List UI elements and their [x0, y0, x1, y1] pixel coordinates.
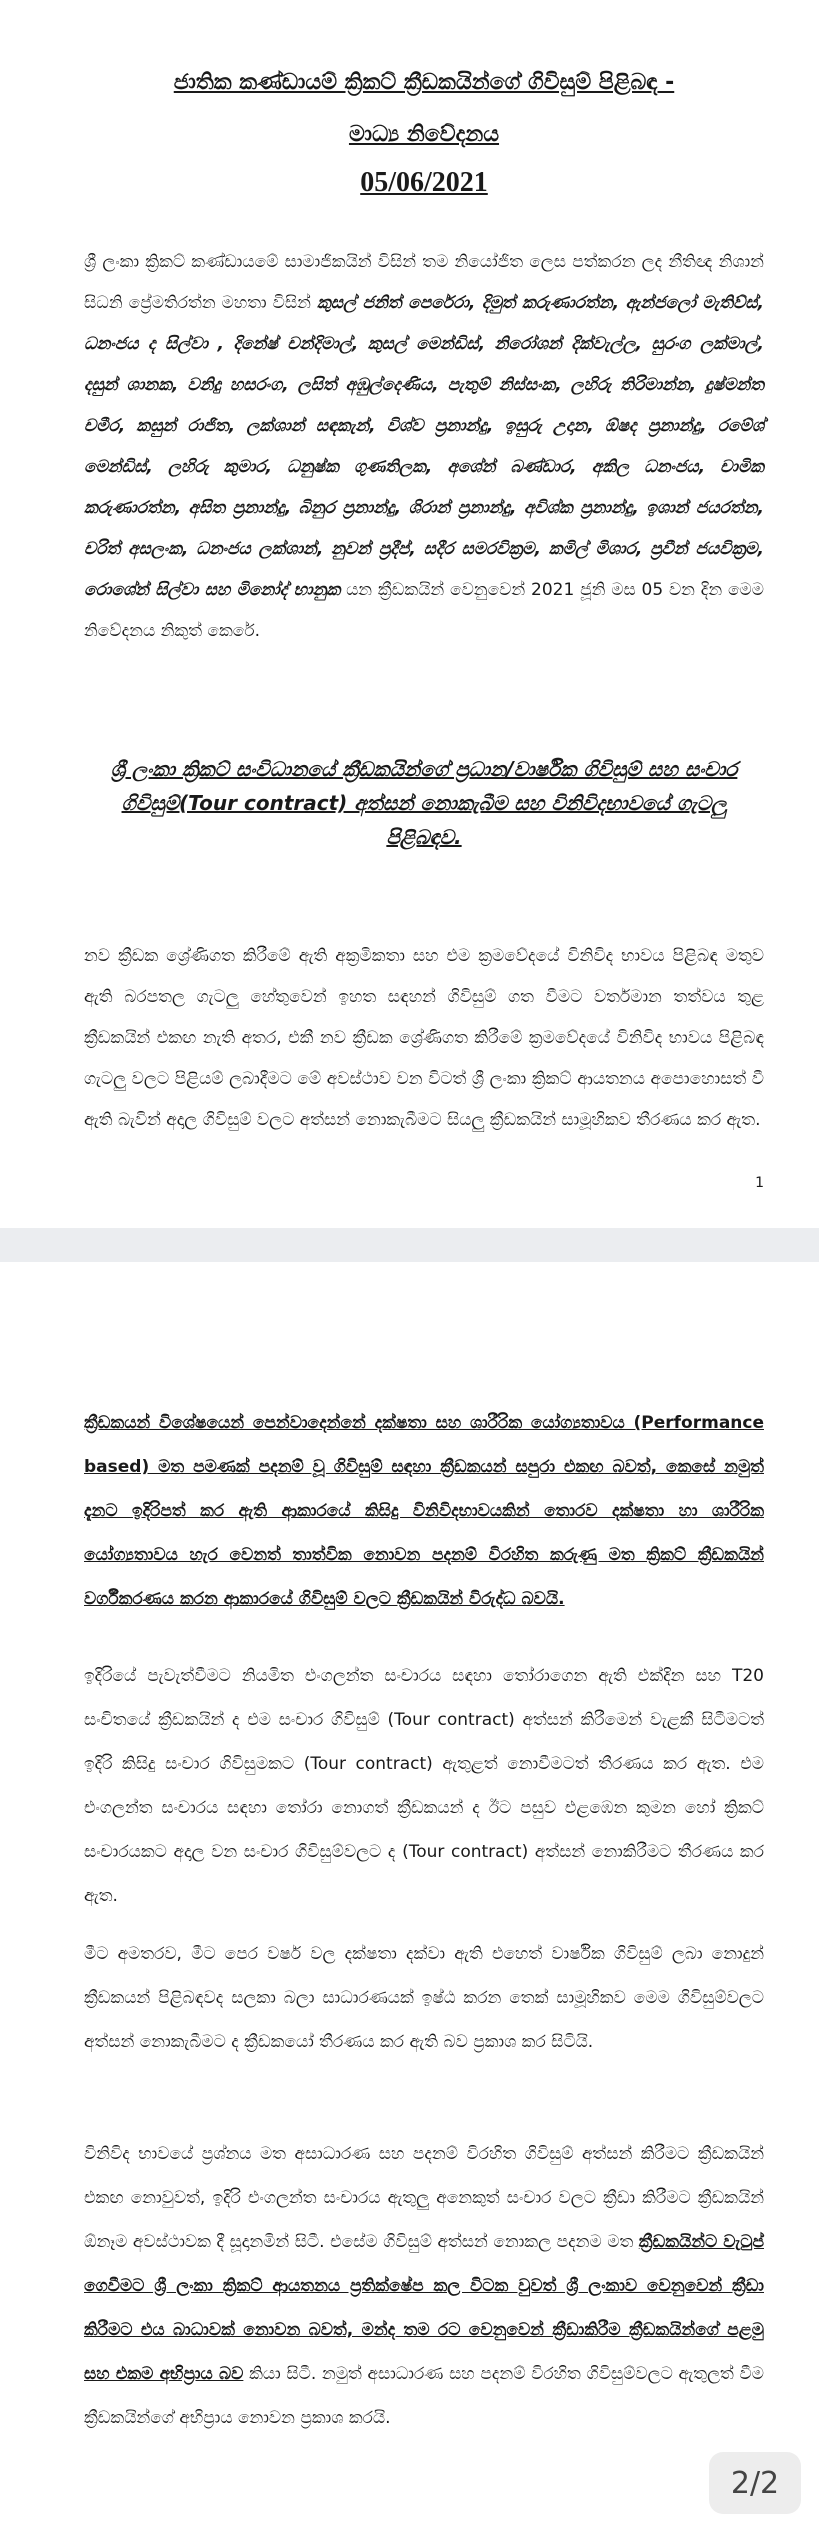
intro-lead-text: ශ්‍රී ලංකා ක්‍රිකට් කණ්ඩායමේ සාමාජිකයින් විසින් තම නියෝජිත ලෙස පත්කරන ලද නීතිඥ නිශාන් සිධනි ප්‍රේමතිරත්න මහතා විසින්	[84, 252, 764, 313]
page-indicator: 2/2	[709, 2452, 801, 2514]
document-title: ජාතික කණ්ඩායම් ක්‍රිකට් ක්‍රීඩකයින්ගේ ගිවිසුම් පිළිබඳ -	[173, 70, 675, 95]
performance-paragraph	[84, 1401, 764, 1621]
tour-contract-paragraph-text: ඉදිරියේ පැවැත්වීමට නියමිත එංගලන්ත සංචාරය සඳහා තෝරාගෙන ඇති එක්දින සහ T20 සංචිතයේ ක්‍රීඩකයින් ද එම සංචාර ගිවිසුම් (Tour contract) අත්සන් කිරීමෙන් වැළකී සිටීමටත් ඉදිරි කිසිදු සංචාර ගිවිසුමකට (Tour contract) ඇතුළත් නොවීමටත් තීරණය කර ඇත. එම එංගලන්ත සංචාරය සඳහා තෝරා නොගත් ක්‍රීඩකයන් ද ඊට පසුව එළඹෙන කුමන හෝ ක්‍රිකට් සංචාරයකට අදාල වන සංචාර ගිවිසුම්වලට ද (Tour contract) අත්සන් නොකිරීමට තීරණය කර ඇත.	[84, 1666, 764, 1906]
annual-contract-paragraph	[84, 1932, 764, 2064]
document-date: 05/06/2021	[360, 167, 488, 198]
annual-contract-paragraph-text: මීට අමතරව, මීට පෙර වර්ෂ වල දක්ෂතා දක්වා ඇති එහෙත් වාර්ෂික ගිවිසුම් ලබා නොදුන් ක්‍රීඩකයන් පිළිබඳවද සලකා බලා සාධාරණයක් ඉෂ්ඨ කරන තෙක් සාමූහිකව මෙම ගිවිසුම්වලට අත්සන් නොකැබීමට ද ක්‍රීඩකයෝ තීරණය කර ඇති බව ප්‍රකාශ කර සිටියි.	[84, 1944, 764, 2052]
readiness-lead-text: විනිවිද භාවයේ ප්‍රශ්නය මත අසාධාරණ සහ පදනම් විරහිත ගිවිසුම් අත්සන් කිරීමට ක්‍රීඩකයින් එකඟ නොවුවත්, ඉදිරි එංගලන්ත සංචාරය ඇතුලු අනෙකුත් සංචාර වලට ක්‍රීඩා කිරීමට ක්‍රීඩකයින් ඕනෑම අවස්ථාවක දී සූදානමින් සිටී. එසේම ගිවිසුම් අත්සන් නොකල පදනම මත	[84, 2144, 764, 2252]
decision-paragraph	[84, 936, 764, 1141]
document-page-2	[0, 1262, 819, 2528]
document-subtitle: මාධ්‍ය නිවේදනය	[348, 122, 500, 147]
readiness-bold-text: ක්‍රීඩකයින්ට වැටුප් ගෙවීමට ශ්‍රී ලංකා ක්‍රිකට් ආයතනය ප්‍රතික්ෂේප කල විටක වුවත් ශ්‍රී ලංකාව වෙනුවෙන් ක්‍රීඩා කිරීමට එය බාධාවක් නොවන බවත්, මන්ද තම රට වෙනුවෙන් ක්‍රීඩාකිරීම ක්‍රීඩකයින්ගේ පළමු සහ එකම අභිප්‍රාය බව	[84, 2232, 764, 2384]
document-page-1	[0, 0, 819, 1228]
readiness-tail-text: කියා සිටී. නමුත් අසාධාරණ සහ පදනම් විරහිත ගිවිසුම්වලට ඇතුලත් වීම ක්‍රීඩකයින්ගේ අභිප්‍රාය නොවන ප්‍රකාශ කරයි.	[84, 2364, 764, 2428]
readiness-paragraph	[84, 2132, 764, 2440]
tour-contract-paragraph	[84, 1654, 764, 1918]
performance-paragraph-text: ක්‍රීඩකයන් විශේෂයෙන් පෙන්වාදෙන්නේ දක්ෂතා සහ ශාරීරික යෝග්‍යතාවය (Performance based) මත පමණක් පදනම් වූ ගිවිසුම් සඳහා ක්‍රීඩකයන් සපුරා එකඟ බවත්, කෙසේ නමුත් දැනට ඉදිරිපත් කර ඇති ආකාරයේ කිසිදු විනිවිදභාවයකින් තොරව දක්ෂතා හා ශාරීරික යෝග්‍යතාවය හැර වෙනත් තාත්වික නොවන පදනම් විරහිත කරුණු මත ක්‍රිකට් ක්‍රීඩකයින් වර්ගීකරණය කරන ආකාරයේ ගිවිසුම් වලට ක්‍රීඩකයින් විරුද්ධ බවයි.	[84, 1413, 764, 1609]
intro-paragraph	[84, 242, 764, 652]
intro-tail-text: යන ක්‍රීඩකයින් වෙනුවෙන් 2021 ජූනි මස 05 වන දින මෙම නිවේදනය නිකුත් කෙරේ.	[84, 580, 765, 641]
page-header	[84, 68, 764, 198]
page-number: 1	[755, 1175, 764, 1191]
player-names: කුසල් ජනිත් පෙරේරා, දිමුත් කරුණාරත්න, ඇන්ජලෝ මැතිව්ස්, ධනංජය ද සිල්වා , දිනේෂ් චන්දිමාල්, කුසල් මෙන්ඩිස්, නිරෝශන් දික්වැල්ල, සුරංග ලක්මාල්, දසුන් ශානක, වනිදු හසරංග, ලසිත් අඹුල්දෙණිය, පැතුම් නිස්සංක, ලහිරු තිරිමාන්න, දුෂ්මන්ත චමීර, කසුන් රාජිත, ලක්ශාන් සඳකැන්, විශ්ව ප්‍රනාන්දු, ඉසුරු උදාන, ඕෂද ප්‍රනාන්දු, රමේශ් මෙන්ඩිස්, ලහිරු කුමාර, ධනුෂ්ක ගුණතිලක, අශේන් බණ්ඩාර, අකිල ධනංජය, චාමික කරුණාරත්න, අසිත ප්‍රනාන්දු, බිනුර ප්‍රනාන්දු, ශිරාන් ප්‍රනාන්දු, අවිශ්ක ප්‍රනාන්දු, ඉශාන් ජයරත්න, චරිත් අසලංක, ධනංජය ලක්ශාන්, නුවන් ප්‍රදීප්, සදීර සමරවික්‍රම, කමිල් මිශාර, ප්‍රවීන් ජයවික්‍රම, රොශේන් සිල්වා සහ මිනෝද් භානුක	[84, 293, 764, 600]
section-heading	[84, 752, 764, 854]
section-heading-text: ශ්‍රී ලංකා ක්‍රිකට් සංවිධානයේ ක්‍රීඩකයින්ගේ ප්‍රධාන/වාර්ෂික ගිවිසුම් සහ සංචාර ගිවිසුම්(Tour contract) අත්සන් නොකැබීම සහ විනිවිදභාවයේ ගැටලු පිළිබඳව.	[110, 757, 738, 849]
decision-paragraph-text: නව ක්‍රීඩක ශ්‍රේණිගත කිරීමේ ඇති අක්‍රමිකතා සහ එම ක්‍රමවේදයේ විනිවිද භාවය පිළිබඳ මතුව ඇති බරපතල ගැටලු හේතුවෙන් ඉහත සඳහන් ගිවිසුම් ගත වීමට වර්තමාන තත්වය තුළ ක්‍රීඩකයින් එකඟ නැති අතර, එකී නව ක්‍රීඩක ශ්‍රේණිගත කිරීමේ ක්‍රමවේදයේ විනිවිද භාවය පිළිබඳ ගැටලු වලට පිළියම් ලබාදීමට මේ අවස්ථාව වන විටත් ශ්‍රී ලංකා ක්‍රිකට් ආයතනය අපොහොසත් වී ඇති බැවින් අදාල ගිවිසුම් වලට අත්සන් නොකැබීමට සියලු ක්‍රීඩකයින් සාමූහිකව තීරණය කර ඇත.	[84, 946, 764, 1130]
